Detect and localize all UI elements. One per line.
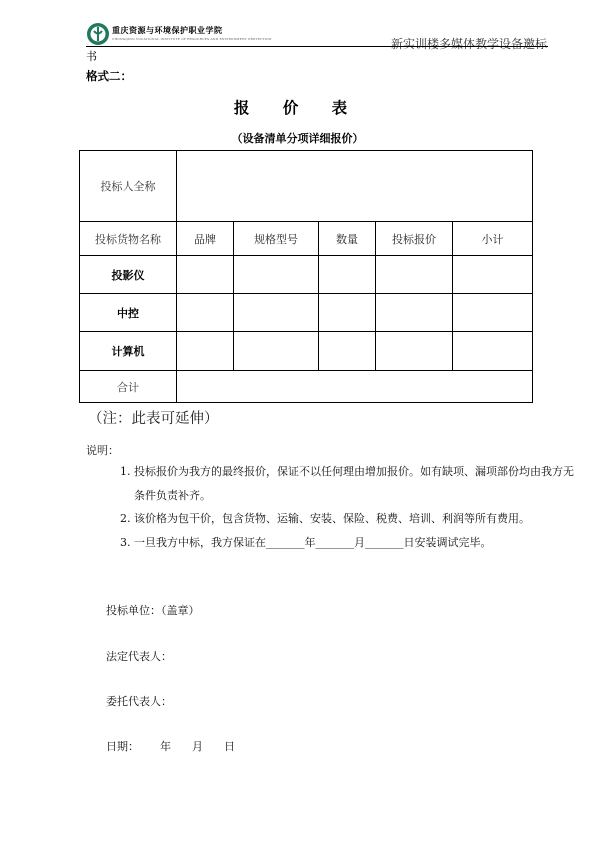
total-value-cell[interactable] <box>177 371 533 403</box>
page-title: 报 价 表 <box>233 99 362 117</box>
row-cell[interactable] <box>177 332 234 371</box>
row-item-name: 投影仪 <box>80 256 177 294</box>
row-cell[interactable] <box>453 256 533 294</box>
institution-name: 重庆资源与环境保护职业学院 <box>112 25 223 35</box>
table-header-row <box>80 222 533 256</box>
total-label: 合计 <box>80 371 177 403</box>
row-cell[interactable] <box>319 332 376 371</box>
row-cell[interactable] <box>376 256 453 294</box>
row-cell[interactable] <box>177 256 234 294</box>
row-cell[interactable] <box>319 294 376 332</box>
authorized-representative: 委托代表人： <box>106 695 172 708</box>
table-row <box>80 332 533 371</box>
list-item: 1. 投标报价为我方的最终报价，保证不以任何理由增加报价。如有缺项、漏项部份均由我方无条件负责补齐。 <box>134 460 584 507</box>
total-row <box>80 371 533 403</box>
column-header-brand: 品牌 <box>177 222 234 256</box>
row-item-name: 计算机 <box>80 332 177 371</box>
column-header-quantity: 数量 <box>319 222 376 256</box>
row-cell[interactable] <box>319 256 376 294</box>
row-cell[interactable] <box>453 332 533 371</box>
bidder-label: 投标人全称 <box>80 151 177 222</box>
table-row <box>80 256 533 294</box>
bidder-value-cell[interactable] <box>177 151 533 222</box>
date-line: 日期： 年 月 日 <box>106 740 235 753</box>
header-document-title: 新实训楼多媒体教学设备邀标 <box>390 37 547 51</box>
row-cell[interactable] <box>234 256 319 294</box>
column-header-subtotal: 小计 <box>453 222 533 256</box>
row-cell[interactable] <box>376 294 453 332</box>
row-cell[interactable] <box>234 294 319 332</box>
institution-logo <box>86 22 110 46</box>
quote-table <box>79 150 533 403</box>
list-item: 2. 该价格为包干价，包含货物、运输、安装、保险、税费、培训、利润等所有费用。 <box>134 507 584 531</box>
row-cell[interactable] <box>376 332 453 371</box>
bidder-unit-seal: 投标单位：（盖章） <box>106 604 200 617</box>
table-row <box>80 294 533 332</box>
explanation-list <box>100 460 584 554</box>
legal-representative: 法定代表人： <box>106 650 172 663</box>
column-header-bid-price: 投标报价 <box>376 222 453 256</box>
column-header-model: 规格型号 <box>234 222 319 256</box>
header-rule <box>86 46 548 47</box>
format-label: 格式二： <box>86 69 132 83</box>
page-subtitle: （设备清单分项详细报价） <box>231 132 364 145</box>
title-continuation: 书 <box>86 50 97 63</box>
table-note: （注：此表可延伸） <box>88 411 219 427</box>
row-item-name: 中控 <box>80 294 177 332</box>
row-cell[interactable] <box>177 294 234 332</box>
list-item: 3. 一旦我方中标，我方保证在_______年_______月_______日安装调试完毕。 <box>134 531 584 555</box>
goods-label: 投标货物名称 <box>80 222 177 256</box>
row-cell[interactable] <box>234 332 319 371</box>
bidder-row <box>80 151 533 222</box>
institution-name-en: CHONGQING VOCATIONAL INSTITUTE OF RESOURCES AND ENVIRONMENT PROTECTION <box>112 37 272 41</box>
explanation-label: 说明： <box>86 444 119 457</box>
row-cell[interactable] <box>453 294 533 332</box>
